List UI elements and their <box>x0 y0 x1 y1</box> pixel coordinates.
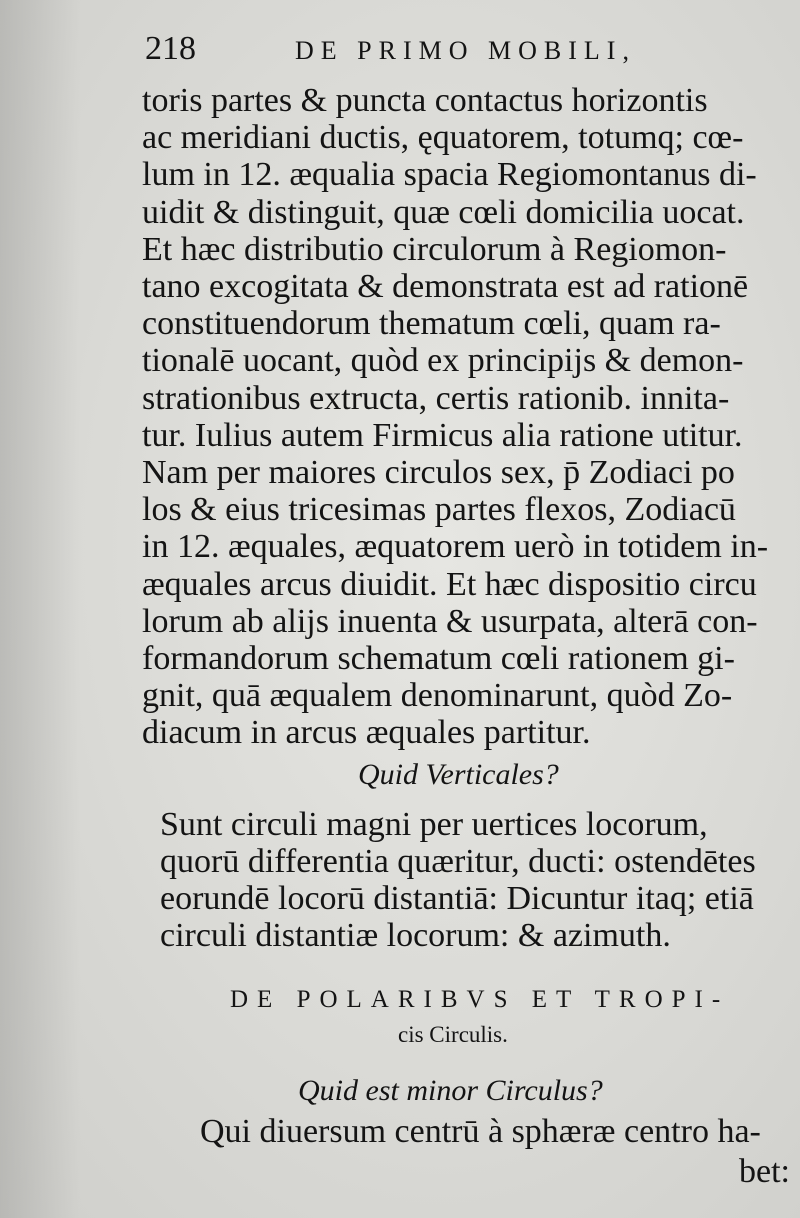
page-number: 218 <box>145 30 196 67</box>
text-line: ac meridiani ductis, ęquatorem, totumq; cœ- <box>142 119 744 157</box>
text-line: tano excogitata & demonstrata est ad rationē <box>142 268 749 306</box>
text-line: toris partes & puncta contactus horizontis <box>142 82 708 119</box>
section-title: DE POLARIBVS ET TROPI- <box>230 986 730 1013</box>
text-line: uidit & distinguit, quæ cœli domicilia uocat. <box>142 193 745 231</box>
text-line: lorum ab alijs inuenta & usurpata, alterā con- <box>142 602 758 640</box>
text-line: eorundē locorū distantiā: Dicuntur itaq; etiā <box>160 880 754 917</box>
paragraph-1 <box>142 82 772 752</box>
text-line: quorū differentia quæritur, ducti: ostendētes <box>160 843 756 880</box>
paragraph-2 <box>160 806 780 954</box>
section-subtitle: cis Circulis. <box>398 1022 508 1047</box>
text-line: Nam per maiores circulos sex, p̄ Zodiaci po <box>142 454 735 492</box>
text-line: Qui diuersum centrū à sphæræ centro ha- <box>200 1113 761 1150</box>
text-line: constituendorum thematum cœli, quam ra- <box>142 305 721 343</box>
text-line: in 12. æquales, æquatorem uerò in totidem in- <box>142 528 769 566</box>
text-line: Et hæc distributio circulorum à Regiomon- <box>142 230 727 268</box>
text-line: gnit, quā æqualem denominarunt, quòd Zo- <box>142 677 733 715</box>
paragraph-3 <box>200 1112 790 1192</box>
text-line: lum in 12. æqualia spacia Regiomontanus di- <box>142 156 757 194</box>
text-line: formandorum schematum cœli rationem gi- <box>142 640 735 678</box>
text-line: los & eius tricesimas partes flexos, Zodiacū <box>142 491 736 529</box>
text-line: Sunt circuli magni per uertices locorum, <box>160 806 708 843</box>
page-header <box>145 30 705 80</box>
text-line: strationibus extructa, certis rationib. innita- <box>142 379 730 417</box>
question-heading-verticales: Quid Verticales? <box>358 758 559 791</box>
text-line: tionalē uocant, quòd ex principijs & demon- <box>142 342 744 380</box>
text-line: bet: <box>739 1153 790 1190</box>
text-line: circuli distantiæ locorum: & azimuth. <box>160 917 671 954</box>
text-line: diacum in arcus æquales partitur. <box>142 714 591 752</box>
question-heading-minor-circulus: Quid est minor Circulus? <box>298 1074 603 1107</box>
running-head: DE PRIMO MOBILI, <box>295 36 636 65</box>
text-line: tur. Iulius autem Firmicus alia ratione utitur. <box>142 416 743 454</box>
text-line: æquales arcus diuidit. Et hæc dispositio circu <box>142 565 757 603</box>
